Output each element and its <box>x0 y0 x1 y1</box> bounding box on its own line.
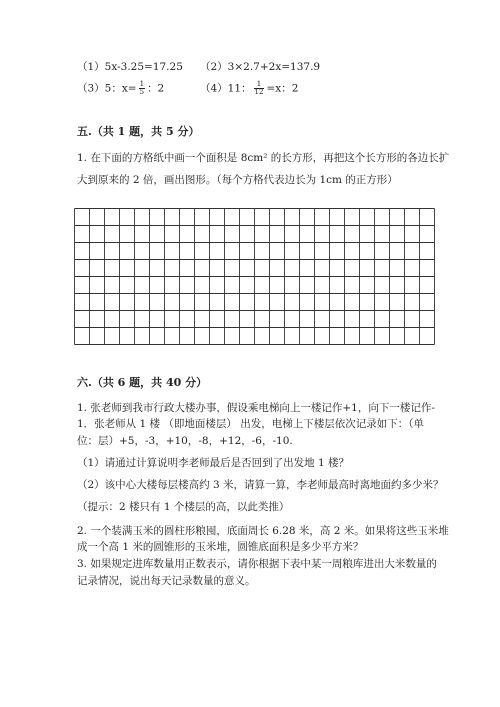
equation-3-prefix: （3）5：x= <box>77 82 137 95</box>
section-6-heading: 六.（共 6 题，共 40 分） <box>77 376 208 389</box>
problem-1-subquestion-1: （1）请通过计算说明李老师最后是否回到了出发地 1 楼？ <box>77 457 350 469</box>
problem-1-hint: （提示：2 楼只有 1 个楼层的高，以此类推） <box>77 501 290 513</box>
equation-4-fraction-denominator: 12 <box>254 88 264 96</box>
equation-4-fraction-numerator: 1 <box>254 81 265 89</box>
problem-2-line-1: 2. 一个装满玉米的圆柱形粮囤，底面周长 6.28 米，高 2 米。如果将这些玉米堆 <box>77 525 449 537</box>
problem-1-subquestion-2: （2）该中心大楼每层楼高约 3 米，请算一算，李老师最高时离地面约多少米？ <box>77 479 444 491</box>
equation-4-fraction <box>254 81 265 96</box>
equation-4 <box>200 81 298 96</box>
problem-1-line-1: 1. 张老师到我市行政大楼办事，假设乘电梯向上一楼记作+1，向下一楼记作- <box>77 402 435 414</box>
problem-2-line-2: 成一个高 1 米的圆锥形的玉米堆，圆锥底面积是多少平方米？ <box>77 541 364 553</box>
equation-1: （1）5x-3.25=17.25 <box>77 61 183 73</box>
square-grid-paper <box>74 208 435 345</box>
equation-3 <box>77 81 164 96</box>
problem-1-line-2: 1．张老师从 1 楼 （即地面楼层） 出发，电梯上下楼层依次记录如下：（单 <box>77 418 424 430</box>
equation-4-suffix: =x：2 <box>266 82 299 95</box>
equation-3-fraction <box>139 81 145 96</box>
problem-3-line-1: 3. 如果规定进库数量用正数表示，请你根据下表中某一周粮库进出大米数量的 <box>77 558 437 570</box>
equation-3-fraction-numerator: 1 <box>139 80 145 88</box>
equation-2: （2）3×2.7+2x=137.9 <box>200 61 321 73</box>
section-5-question-line-2: 大到原来的 2 倍，画出图形。（每个方格代表边长为 1cm 的正方形） <box>77 174 398 186</box>
problem-3-line-2: 记录情况，说出每天记录数量的意义。 <box>77 575 256 587</box>
section-5-heading: 五.（共 1 题，共 5 分） <box>77 125 200 138</box>
equation-3-fraction-denominator: 5 <box>139 88 145 96</box>
equation-4-prefix: （4）11： <box>200 82 252 95</box>
equation-3-suffix: ：2 <box>147 82 165 95</box>
section-5-question-line-1: 1. 在下面的方格纸中画一个面积是 8cm² 的长方形，再把这个长方形的各边长扩 <box>77 152 450 164</box>
problem-1-line-3: 位：层）+5，-3，+10，-8，+12，-6，-10. <box>77 435 293 447</box>
